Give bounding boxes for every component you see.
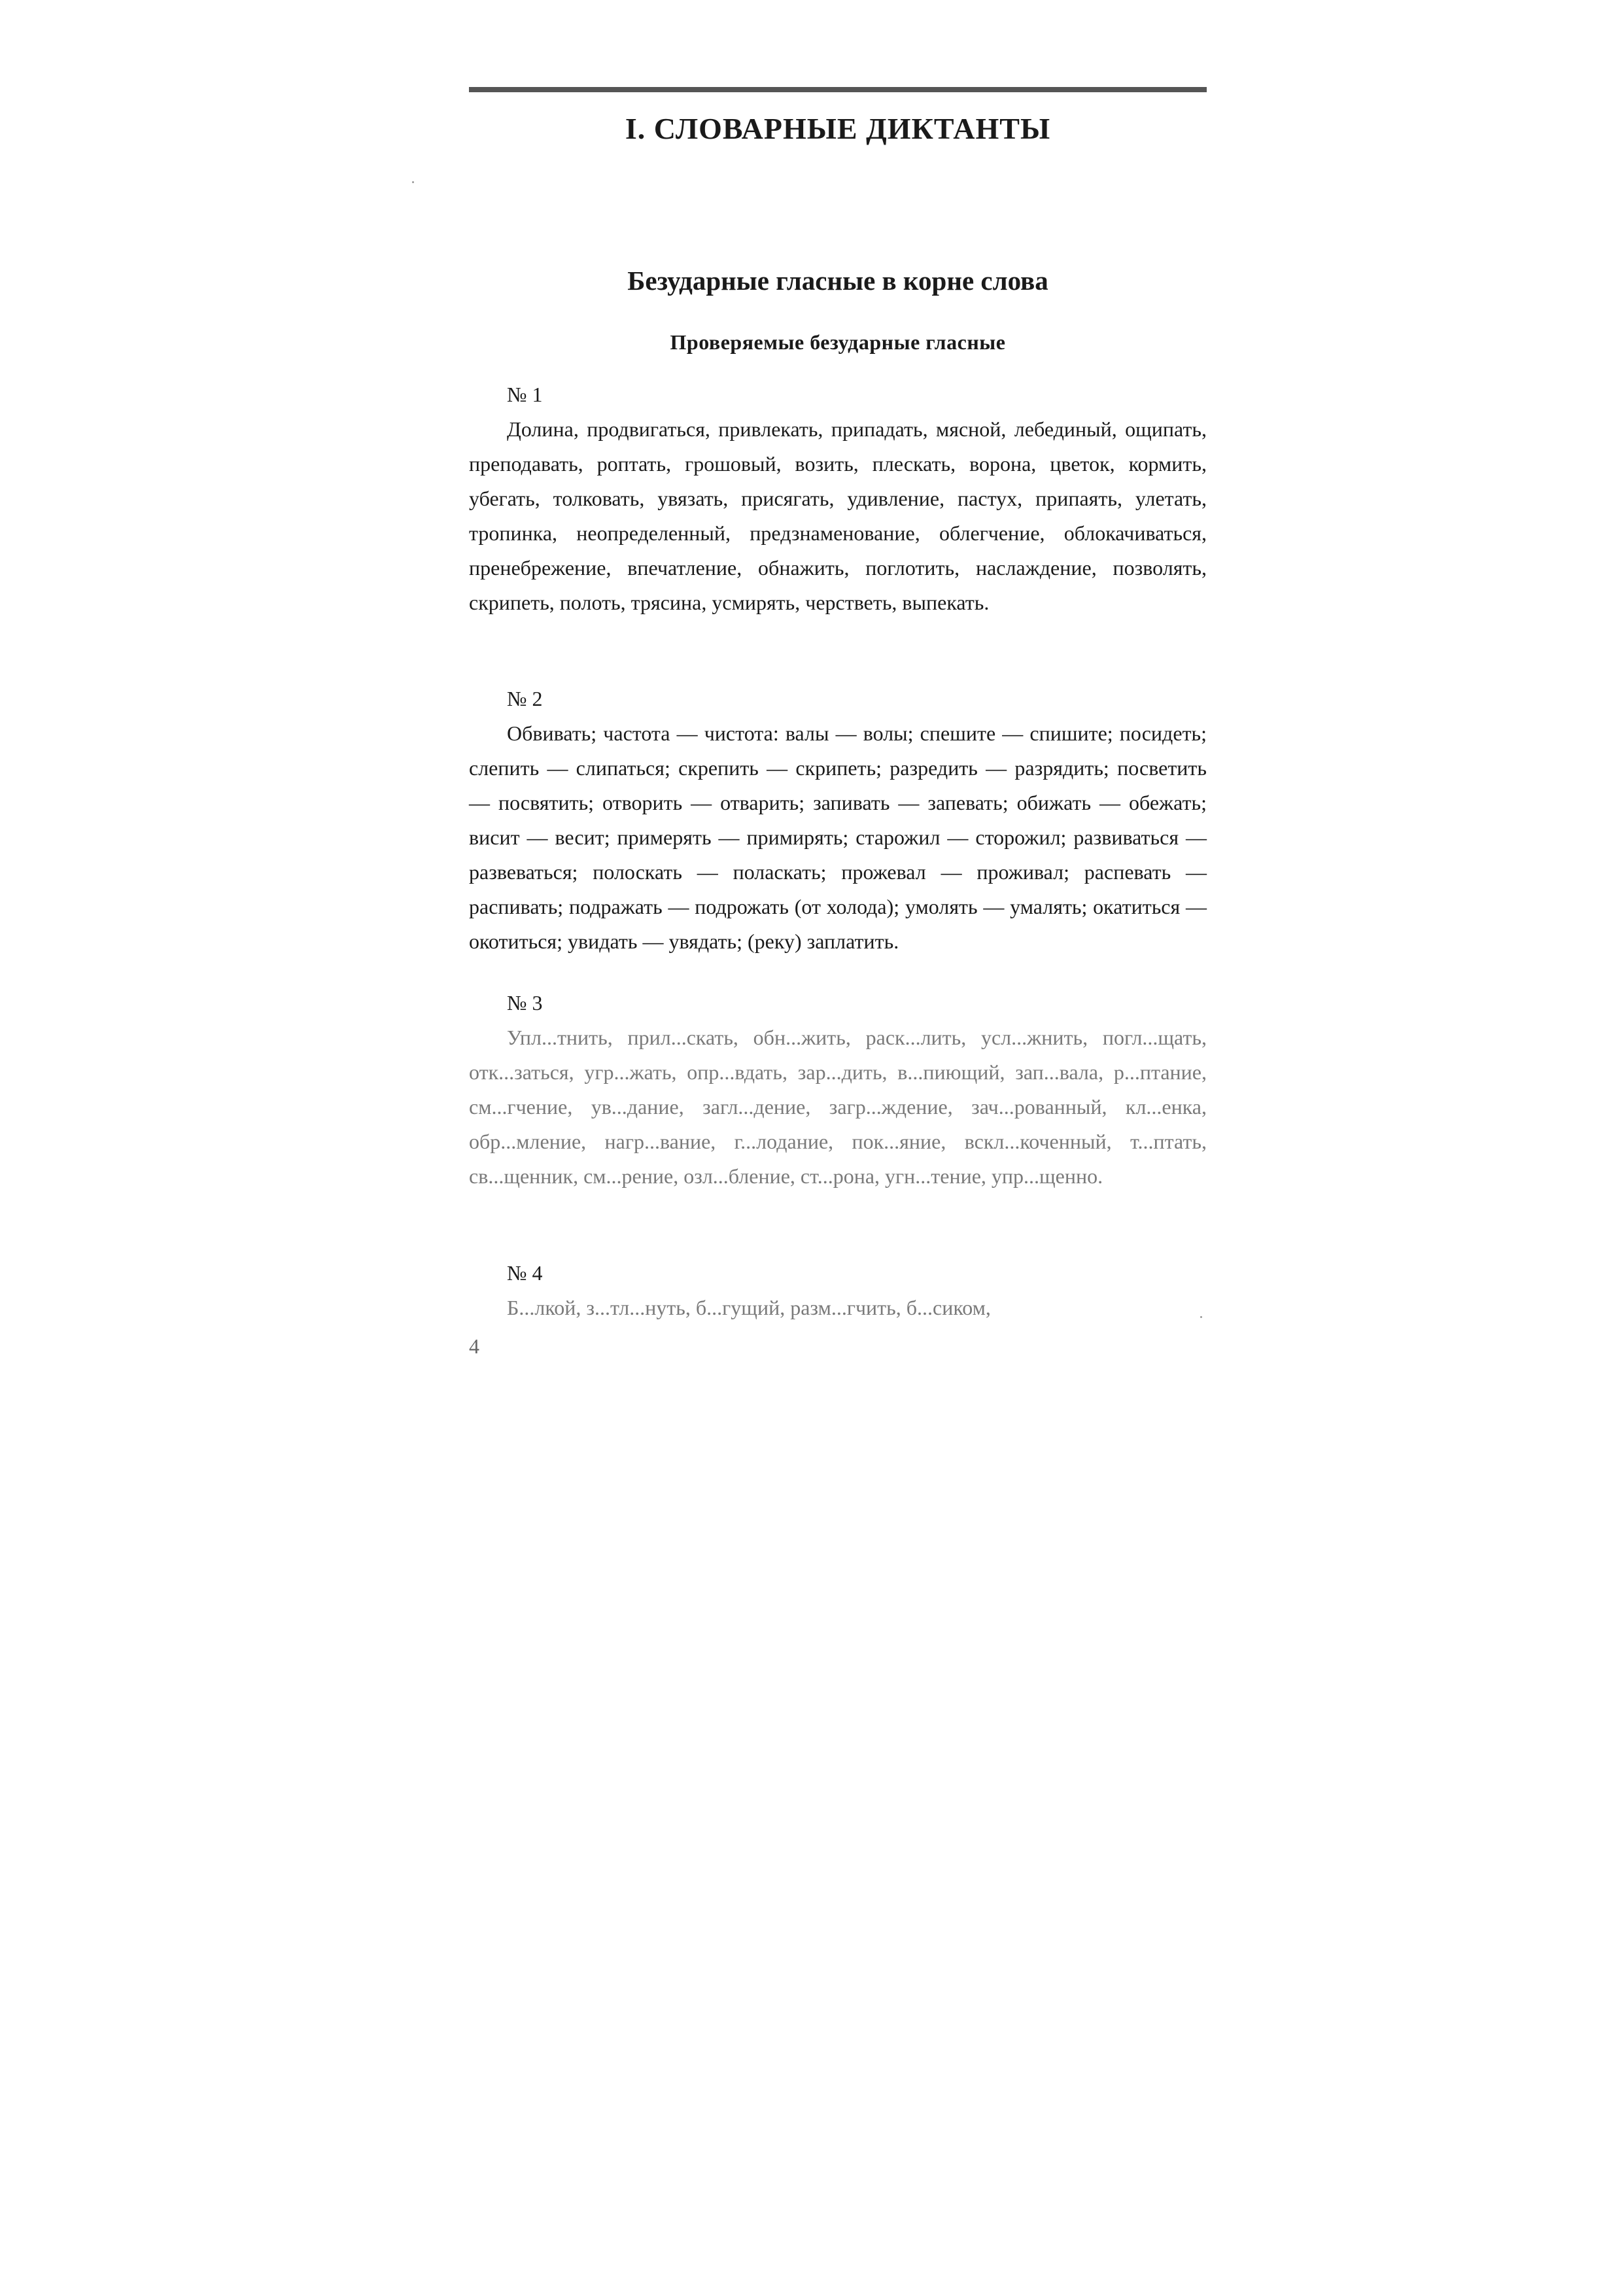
- chapter-title: I. СЛОВАРНЫЕ ДИКТАНТЫ: [625, 112, 1051, 145]
- exercise-text: [469, 412, 1207, 620]
- scan-speck: [412, 181, 414, 183]
- section-title: Безударные гласные в корне слова: [627, 266, 1048, 296]
- exercise-number: № 2: [507, 687, 543, 710]
- exercise-text-content: Обвивать; частота — чистота: валы — волы; спешите — спишите; посидеть; слепить — слипаться; скрепить — скрипеть; разредить — разрядить; посветить — посвятить; отворить — отварить; запивать — запевать; обижать — обежать; висит — весит; примерять — примирять; старожил — сторожил; развиваться — развеваться; полоскать — поласкать; прожевал — проживал; распевать — распивать; подражать — подрожать (от холода); умолять — умалять; окатиться — окотиться; увидать — увядать; (реку) заплатить.: [469, 721, 1207, 953]
- exercise-text: [469, 716, 1207, 959]
- exercise-number: № 4: [507, 1261, 543, 1285]
- exercise-text: [469, 1291, 1207, 1325]
- top-rule: [469, 87, 1207, 92]
- exercise-text-content: Упл...тнить, прил...скать, обн...жить, раск...лить, усл...жнить, погл...щать, отк...заться, угр...жать, опр...вдать, зар...дить, в...пиющий, зап...вала, р...птание, см...гчение, ув...дание, загл...дение, загр...ждение, зач...рованный, кл...енка, обр...мление, нагр...вание, г...лодание, пок...яние, вскл...коченный, т...птать, св...щенник, см...рение, озл...бление, ст...рона, угн...тение, упр...щенно.: [469, 1026, 1207, 1188]
- exercise-text: [469, 1020, 1207, 1194]
- exercise-text-content: Долина, продвигаться, привлекать, припадать, мясной, лебединый, ощипать, преподавать, роптать, грошовый, возить, плескать, ворона, цветок, кормить, убегать, толковать, увязать, присягать, удивление, пастух, припаять, улетать, тропинка, неопределенный, предзнаменование, облегчение, облокачиваться, пренебрежение, впечатление, обнажить, поглотить, наслаждение, позволять, скрипеть, полоть, трясина, усмирять, черстветь, выпекать.: [469, 417, 1207, 614]
- subsection-title: Проверяемые безударные гласные: [670, 330, 1006, 354]
- exercise-text-content: Б...лкой, з...тл...нуть, б...гущий, разм...гчить, б...сиком,: [507, 1296, 991, 1319]
- page-number: 4: [469, 1334, 479, 1358]
- exercise-number: № 3: [507, 991, 543, 1015]
- exercise-number: № 1: [507, 383, 543, 406]
- scan-speck: [1200, 1316, 1202, 1318]
